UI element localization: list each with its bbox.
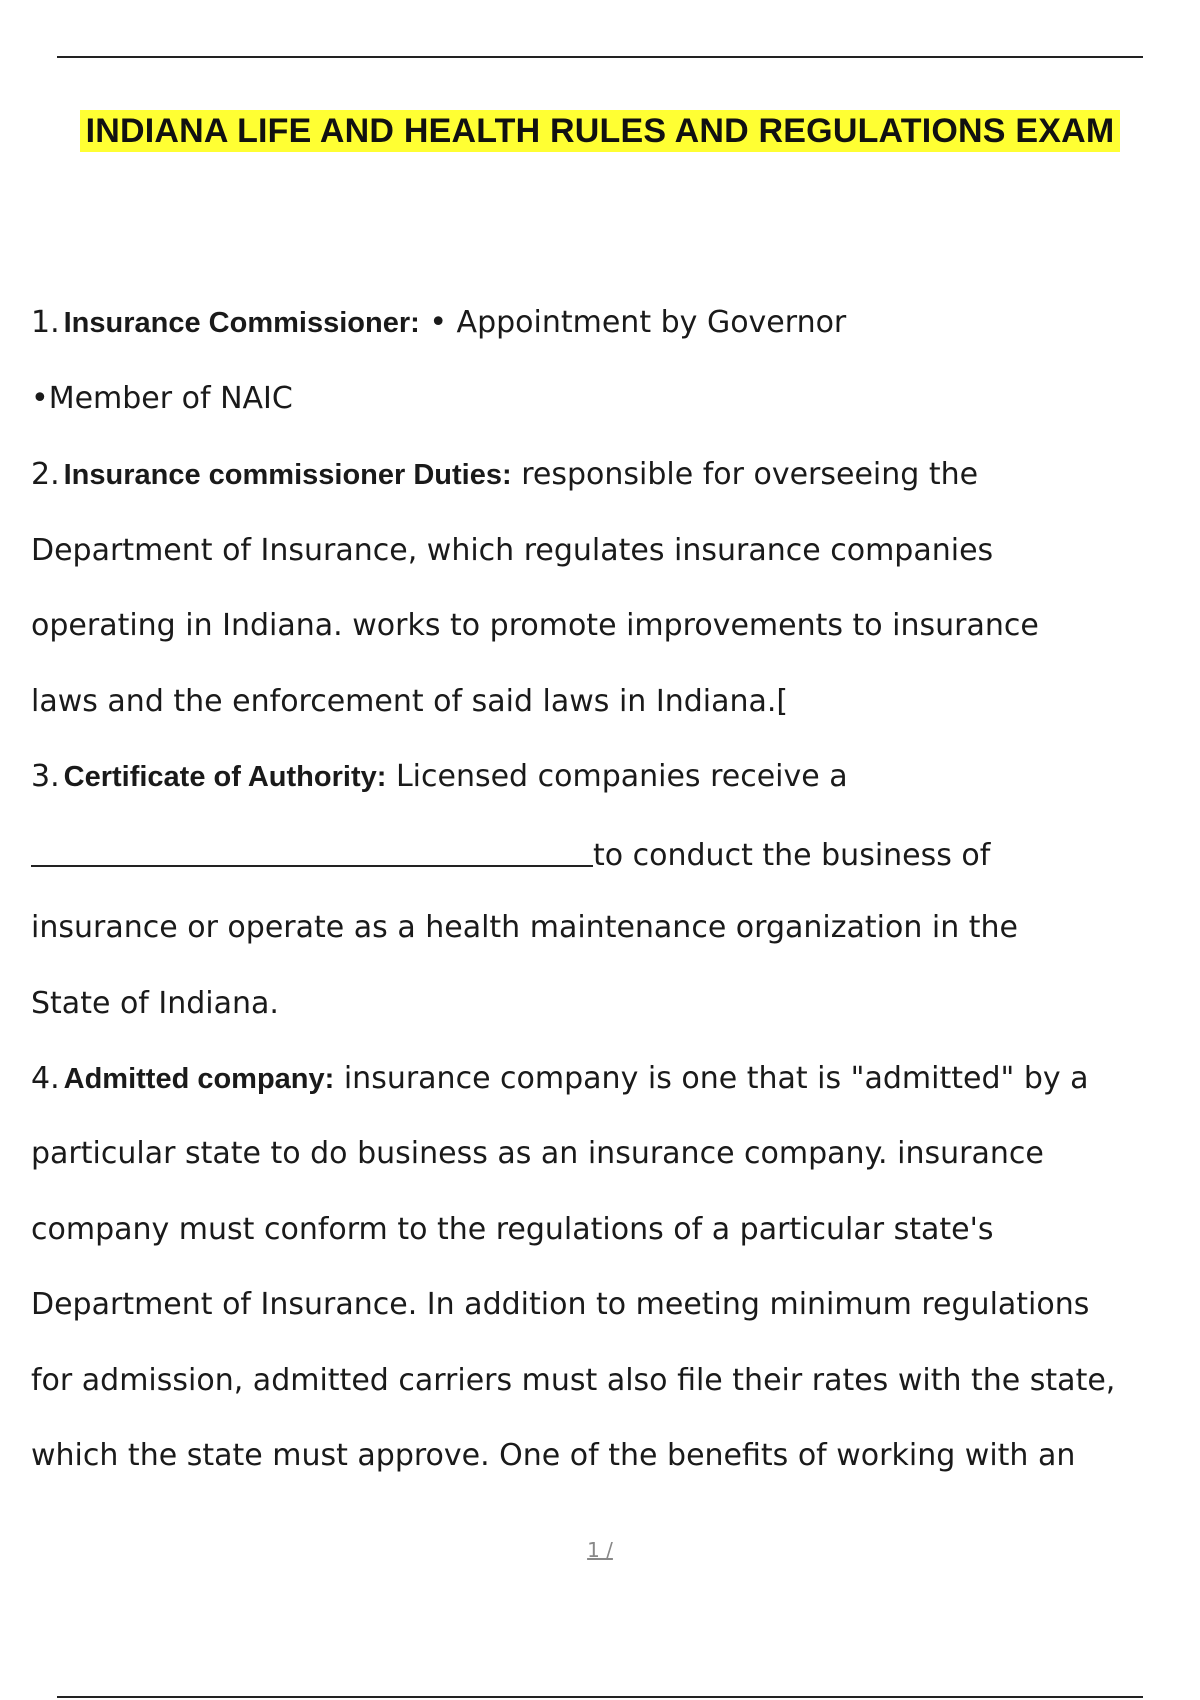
item-term: Insurance Commissioner: [63, 307, 420, 339]
item-text: Licensed companies receive a [386, 759, 848, 794]
item-3-line: insurance or operate as a health maintenance organization in the [31, 910, 1018, 945]
item-4-line: company must conform to the regulations of a particular state's [31, 1212, 994, 1247]
bottom-rule [57, 1696, 1143, 1698]
item-number: 4. [31, 1061, 60, 1096]
title-container [0, 110, 1200, 152]
item-1-first-line [31, 303, 846, 343]
document-title: INDIANA LIFE AND HEALTH RULES AND REGULATIONS EXAM [80, 110, 1121, 152]
item-3-blank-line [31, 833, 990, 876]
item-4-first-line [31, 1059, 1089, 1099]
item-term: Certificate of Authority: [63, 761, 387, 793]
item-3-first-line [31, 757, 848, 797]
top-rule [57, 56, 1143, 58]
item-number: 3. [31, 759, 60, 794]
item-term: Admitted company: [63, 1063, 335, 1095]
item-2-first-line [31, 455, 978, 495]
item-2-line: Department of Insurance, which regulates insurance companies [31, 533, 994, 568]
item-text: responsible for overseeing the [511, 457, 979, 492]
item-text: insurance company is one that is "admitted" by a [334, 1061, 1089, 1096]
fill-in-blank [31, 833, 593, 867]
item-text: to conduct the business of [593, 838, 991, 873]
item-4-line: Department of Insurance. In addition to meeting minimum regulations [31, 1287, 1090, 1322]
page-number: 1 / [587, 1538, 613, 1562]
item-2-line: laws and the enforcement of said laws in Indiana.[ [31, 684, 789, 719]
item-2-line: operating in Indiana. works to promote improvements to insurance [31, 608, 1039, 643]
item-1-line: •Member of NAIC [31, 381, 293, 416]
item-number: 1. [31, 305, 60, 340]
item-3-line: State of Indiana. [31, 986, 279, 1021]
item-text: • Appointment by Governor [419, 305, 847, 340]
item-4-line: which the state must approve. One of the benefits of working with an [31, 1438, 1076, 1473]
item-term: Insurance commissioner Duties: [63, 459, 512, 491]
item-4-line: for admission, admitted carriers must also file their rates with the state, [31, 1363, 1116, 1398]
item-4-line: particular state to do business as an insurance company. insurance [31, 1136, 1044, 1171]
item-number: 2. [31, 457, 60, 492]
